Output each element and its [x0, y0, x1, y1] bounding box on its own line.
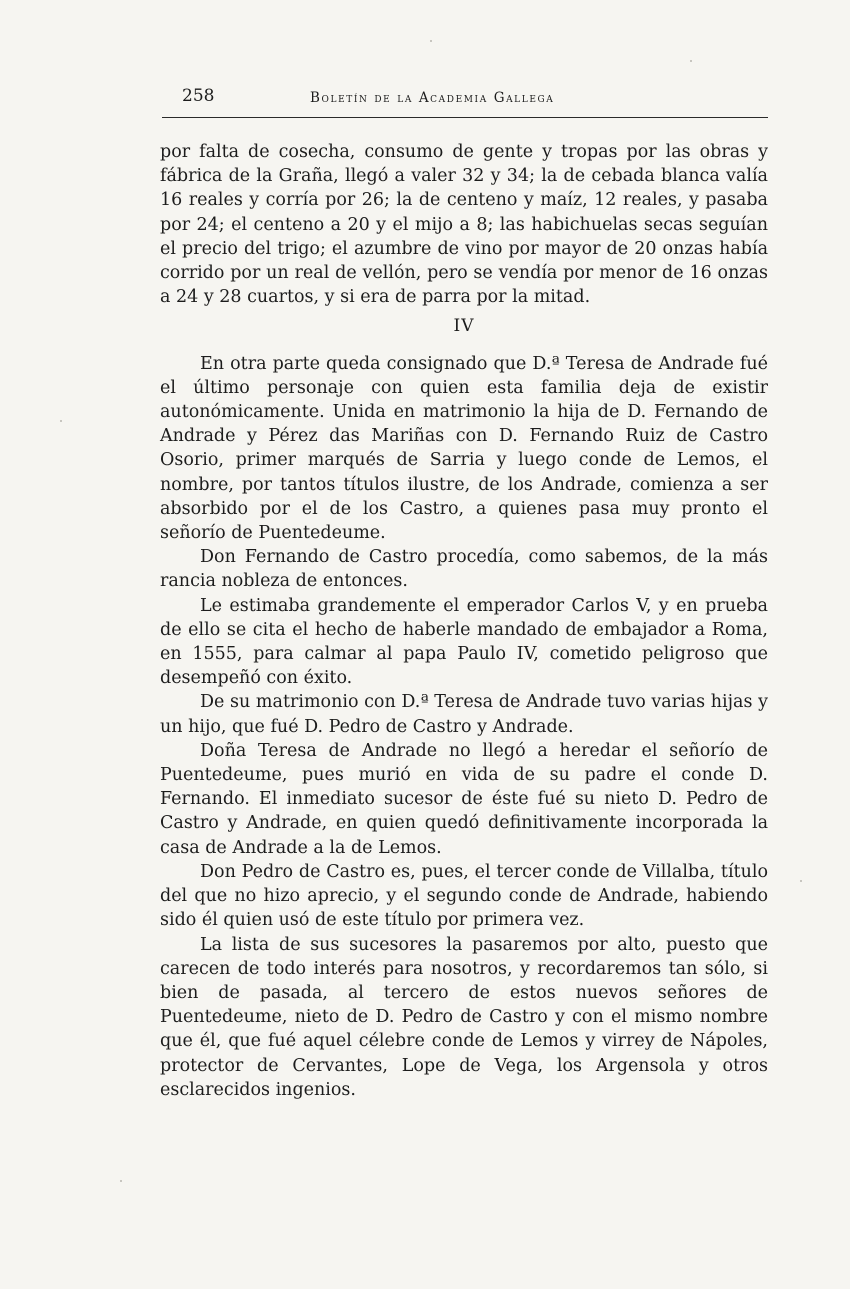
paragraph: Don Pedro de Castro es, pues, el tercer conde de Villalba, título del que no hizo aprecio, y el segundo conde de Andrade, habiendo sido él quien usó de este título por primera vez. [160, 861, 768, 931]
section-number: IV [453, 316, 475, 337]
paragraph: Doña Teresa de Andrade no llegó a heredar el señorío de Puentedeume, pues murió en vida de su padre el conde D. Fernando. El inmediato sucesor de éste fué su nieto D. Pedro de Castro y Andrade, en quien quedó definitivamente incorporada la casa de Andrade a la de Lemos. [160, 740, 768, 858]
scan-speck [60, 420, 62, 422]
scan-speck [120, 1180, 122, 1182]
paragraph: La lista de sus sucesores la pasaremos por alto, puesto que carecen de todo interés para nosotros, y recordaremos tan sólo, si bien de pasada, al tercero de estos nuevos señores de Puentedeume, nieto de D. Pedro de Castro y con el mismo nombre que él, que fué aquel célebre conde de Lemos y virrey de Nápoles, protector de Cervantes, Lope de Vega, los Argensola y otros esclarecidos ingenios. [160, 934, 768, 1100]
scan-speck [690, 60, 692, 62]
header-rule [162, 117, 768, 118]
page-number: 258 [182, 86, 215, 106]
paragraph: De su matrimonio con D.ª Teresa de Andrade tuvo varias hijas y un hijo, que fué D. Pedro de Castro y Andrade. [160, 692, 768, 737]
scan-speck [800, 880, 802, 882]
paragraph: Don Fernando de Castro procedía, como sabemos, de la más rancia nobleza de entonces. [160, 547, 768, 592]
paragraph: En otra parte queda consignado que D.ª Teresa de Andrade fué el último personaje con quien esta familia deja de existir autonómicamente. Unida en matrimonio la hija de D. Fernando de Andrade y Pérez das Mariñas con D. Fernando Ruiz de Castro Osorio, primer marqués de Sarria y luego conde de Lemos, el nombre, por tantos títulos ilustre, de los Andrade, comienza a ser absorbido por el de los Castro, a quienes pasa muy pronto el señorío de Puentedeume. [160, 353, 768, 544]
page-header [162, 86, 768, 116]
scan-speck [430, 40, 432, 42]
running-title: Boletín de la Academia Gallega [310, 90, 555, 106]
paragraph-continuation: por falta de cosecha, consumo de gente y tropas por las obras y fábrica de la Graña, llegó a valer 32 y 34; la de cebada blanca valía 16 reales y corría por 26; la de centeno y maíz, 12 reales, y pasaba por 24; el centeno a 20 y el mijo a 8; las habichuelas secas seguían el precio del trigo; el azumbre de vino por mayor de 20 onzas había corrido por un real de vellón, pero se vendía por menor de 16 onzas a 24 y 28 cuartos, y si era de parra por la mitad. [160, 142, 768, 308]
paragraph: Le estimaba grandemente el emperador Carlos V, y en prueba de ello se cita el hecho de haberle mandado de embajador a Roma, en 1555, para calmar al papa Paulo IV, cometido peligroso que desempeñó con éxito. [160, 595, 768, 689]
body-text [160, 140, 768, 1102]
